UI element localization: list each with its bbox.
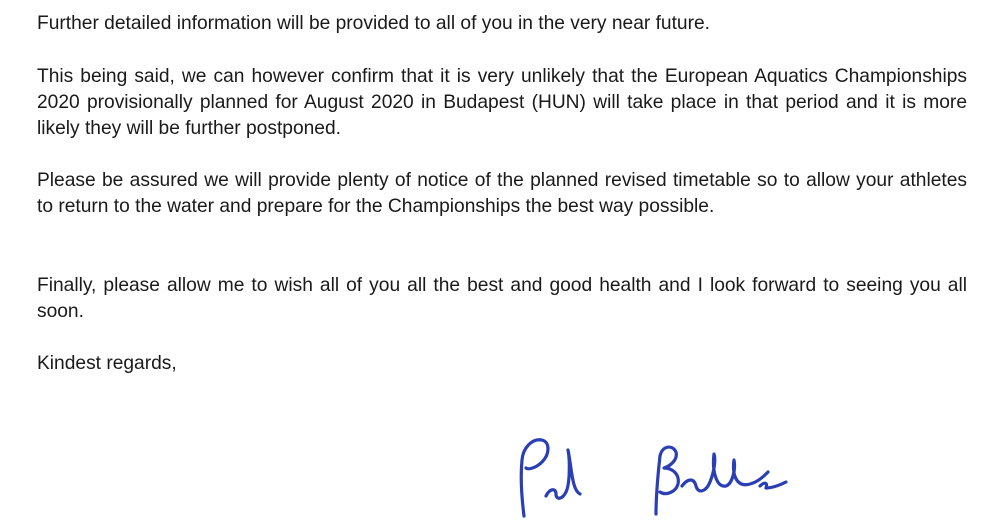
paragraph-best-wishes: Finally, please allow me to wish all of you all the best and good health and I look forward to seeing you all soon. xyxy=(37,275,967,322)
signature-stroke-initial xyxy=(521,440,548,516)
signature-stroke-second-initial xyxy=(656,447,678,514)
paragraph-further-information: Further detailed information will be provided to all of you in the very near future. xyxy=(37,13,710,34)
paragraph-championships-postponement: This being said, we can however confirm that it is very unlikely that the European Aquatics Championships 2020 provisionally planned for August 2020 in Budapest (HUN) will take place in that period and it is more likely they will be further postponed. xyxy=(37,66,967,139)
signature-stroke-loops xyxy=(546,450,580,498)
handwritten-signature xyxy=(510,430,830,520)
paragraph-revised-timetable: Please be assured we will provide plenty of notice of the planned revised timetable so to allow your athletes to return to the water and prepare for the Championships the best way possible. xyxy=(37,170,967,217)
signature-stroke-tail xyxy=(760,482,786,488)
closing-salutation: Kindest regards, xyxy=(37,353,177,374)
letter-body xyxy=(37,11,967,377)
signature-stroke-flourish xyxy=(682,454,768,491)
